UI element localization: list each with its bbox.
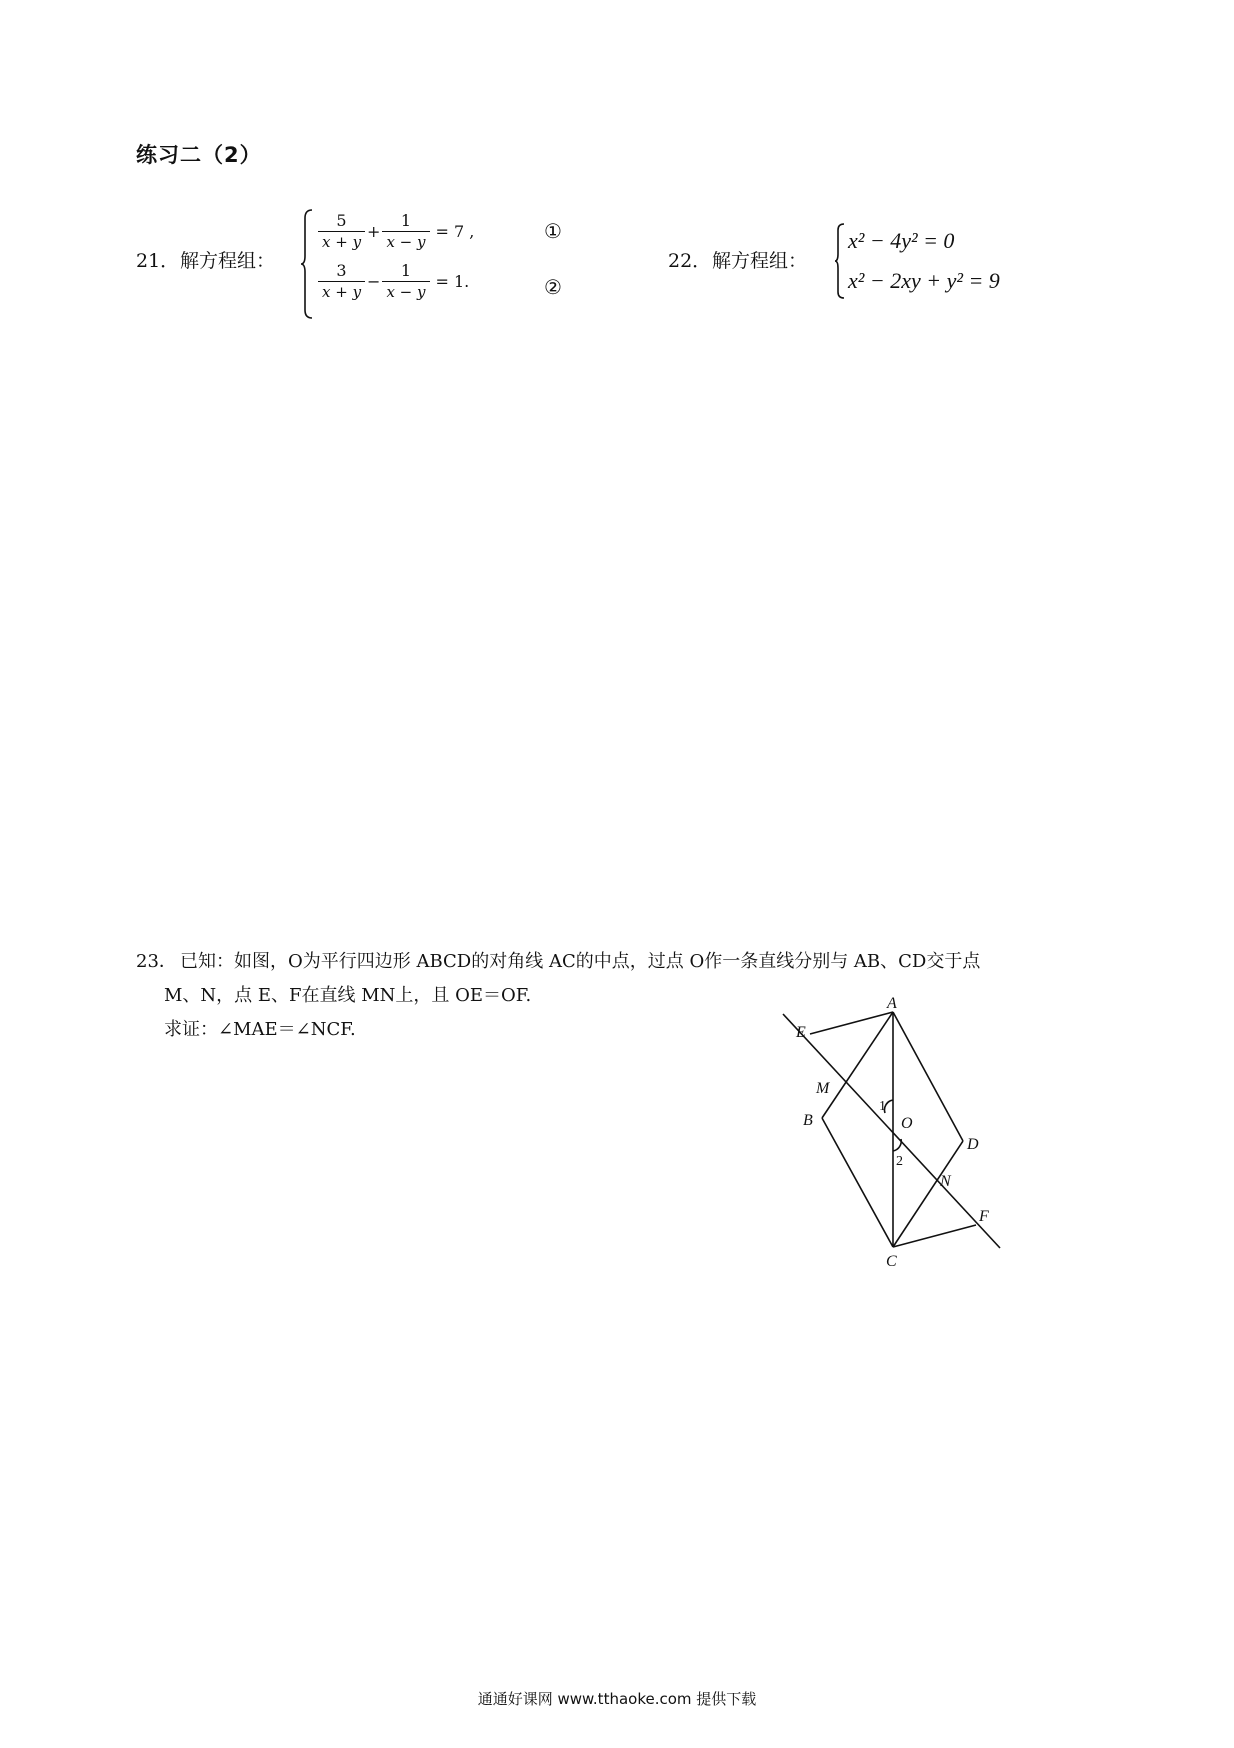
fraction: $\frac{3}{x + y}$ [318, 261, 365, 302]
footer-source: 通通好课网 www.tthaoke.com 提供下载 [477, 1690, 757, 1708]
q22-number: 22． [668, 250, 712, 272]
label-a: A [887, 995, 897, 1012]
q23-geometry-figure [760, 990, 1020, 1280]
q23-text-line-3: 求证：∠MAE＝∠NCF. [164, 1019, 356, 1040]
segment-bc [822, 1118, 893, 1247]
q22-label: 解方程组： [712, 250, 808, 272]
fraction: $\frac{1}{x - y}$ [382, 261, 429, 302]
q22-equation-1: x² − 4y² = 0 [848, 228, 955, 253]
label-c: C [886, 1253, 897, 1270]
label-m: M [816, 1080, 830, 1097]
label-d: D [967, 1136, 979, 1153]
q21-equation-1: $\frac{5}{x + y}$ + $\frac{1}{x - y}$ = 7 , [318, 206, 476, 256]
label-f: F [979, 1208, 989, 1225]
equation-mark-1: ① [544, 219, 562, 243]
equation-mark-2: ② [544, 275, 562, 299]
q21-label: 解方程组： [180, 250, 276, 272]
line-mn [783, 1014, 1000, 1248]
q22-equation-2: x² − 2xy + y² = 9 [848, 268, 1000, 293]
q21-number: 21． [136, 250, 180, 272]
q23-text-line-1: 已知：如图，O为平行四边形 ABCD的对角线 AC的中点，过点 O作一条直线分别与 AB、CD交于点 [180, 951, 981, 972]
q21-equation-2: $\frac{3}{x + y}$ − $\frac{1}{x - y}$ = 1. [318, 256, 476, 306]
label-e: E [796, 1024, 806, 1041]
q22-brace [834, 222, 846, 300]
q23-number: 23． [136, 951, 177, 972]
label-o: O [901, 1115, 913, 1132]
label-n: N [940, 1173, 951, 1190]
q21-brace [300, 208, 314, 320]
label-b: B [803, 1112, 813, 1129]
fraction: $\frac{1}{x - y}$ [382, 211, 429, 252]
page-title: 练习二（2） [136, 143, 262, 167]
q21-system [318, 206, 476, 306]
q23-text-line-2: M、N，点 E、F在直线 MN上，且 OE＝OF. [164, 985, 532, 1006]
fraction: $\frac{5}{x + y}$ [318, 211, 365, 252]
label-angle-2: 2 [896, 1154, 903, 1169]
label-angle-1: 1 [879, 1099, 886, 1114]
